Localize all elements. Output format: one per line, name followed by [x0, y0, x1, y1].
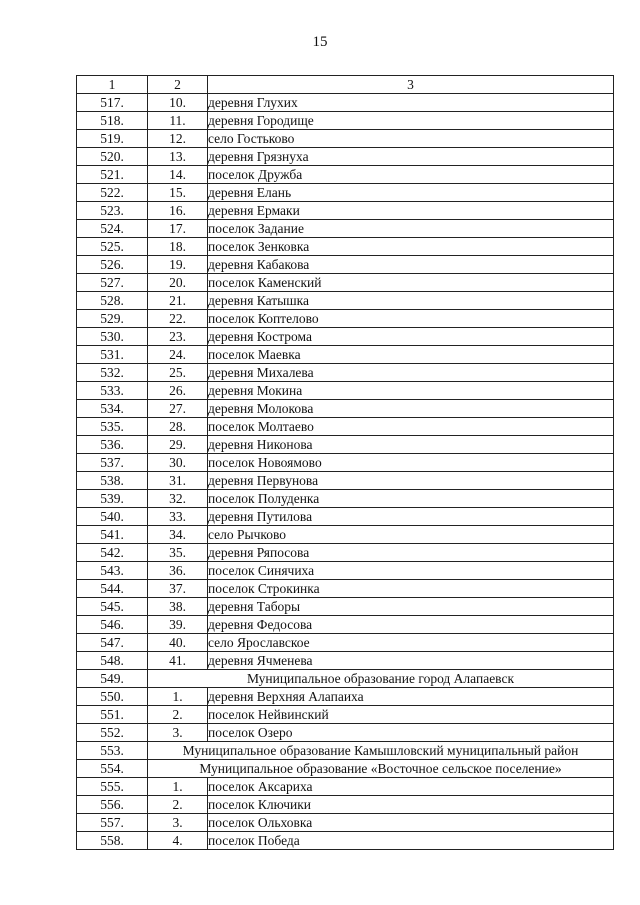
- row-number-cell: 521.: [77, 166, 148, 184]
- local-number-cell: 36.: [148, 562, 208, 580]
- table-row: [77, 832, 614, 850]
- group-heading-cell: Муниципальное образование «Восточное сельское поселение»: [148, 760, 614, 778]
- row-number-cell: 534.: [77, 400, 148, 418]
- table-row: [77, 418, 614, 436]
- group-heading-cell: Муниципальное образование Камышловский муниципальный район: [148, 742, 614, 760]
- row-number-cell: 524.: [77, 220, 148, 238]
- row-number-cell: 530.: [77, 328, 148, 346]
- settlement-name-cell: поселок Ключики: [208, 796, 614, 814]
- settlement-name-cell: деревня Мокина: [208, 382, 614, 400]
- settlement-name-cell: деревня Елань: [208, 184, 614, 202]
- local-number-cell: 40.: [148, 634, 208, 652]
- local-number-cell: 12.: [148, 130, 208, 148]
- row-number-cell: 538.: [77, 472, 148, 490]
- local-number-cell: 27.: [148, 400, 208, 418]
- local-number-cell: 33.: [148, 508, 208, 526]
- row-number-cell: 554.: [77, 760, 148, 778]
- local-number-cell: 34.: [148, 526, 208, 544]
- local-number-cell: 3.: [148, 724, 208, 742]
- table-row: [77, 382, 614, 400]
- table-row: [77, 184, 614, 202]
- settlement-name-cell: деревня Верхняя Алапаиха: [208, 688, 614, 706]
- table-row: [77, 292, 614, 310]
- settlement-name-cell: поселок Зенковка: [208, 238, 614, 256]
- table-row: [77, 310, 614, 328]
- table-row: [77, 562, 614, 580]
- settlement-name-cell: деревня Городище: [208, 112, 614, 130]
- table-row: [77, 130, 614, 148]
- local-number-cell: 3.: [148, 814, 208, 832]
- table-row: [77, 454, 614, 472]
- table-row: [77, 796, 614, 814]
- local-number-cell: 10.: [148, 94, 208, 112]
- local-number-cell: 24.: [148, 346, 208, 364]
- table-row: [77, 724, 614, 742]
- local-number-cell: 19.: [148, 256, 208, 274]
- row-number-cell: 535.: [77, 418, 148, 436]
- local-number-cell: 2.: [148, 796, 208, 814]
- settlement-name-cell: деревня Кабакова: [208, 256, 614, 274]
- local-number-cell: 22.: [148, 310, 208, 328]
- table-row: [77, 346, 614, 364]
- table-group-row: [77, 742, 614, 760]
- local-number-cell: 21.: [148, 292, 208, 310]
- row-number-cell: 523.: [77, 202, 148, 220]
- table-row: [77, 472, 614, 490]
- table-row: [77, 598, 614, 616]
- row-number-cell: 540.: [77, 508, 148, 526]
- row-number-cell: 522.: [77, 184, 148, 202]
- settlement-name-cell: поселок Коптелово: [208, 310, 614, 328]
- settlement-name-cell: деревня Грязнуха: [208, 148, 614, 166]
- row-number-cell: 550.: [77, 688, 148, 706]
- local-number-cell: 37.: [148, 580, 208, 598]
- row-number-cell: 537.: [77, 454, 148, 472]
- local-number-cell: 20.: [148, 274, 208, 292]
- row-number-cell: 548.: [77, 652, 148, 670]
- table-row: [77, 814, 614, 832]
- row-number-cell: 520.: [77, 148, 148, 166]
- local-number-cell: 32.: [148, 490, 208, 508]
- row-number-cell: 532.: [77, 364, 148, 382]
- table-row: [77, 688, 614, 706]
- settlement-name-cell: деревня Ячменева: [208, 652, 614, 670]
- local-number-cell: 39.: [148, 616, 208, 634]
- local-number-cell: 16.: [148, 202, 208, 220]
- settlement-name-cell: поселок Новоямово: [208, 454, 614, 472]
- table-row: [77, 256, 614, 274]
- settlement-name-cell: поселок Аксариха: [208, 778, 614, 796]
- row-number-cell: 541.: [77, 526, 148, 544]
- row-number-cell: 546.: [77, 616, 148, 634]
- settlement-name-cell: деревня Катышка: [208, 292, 614, 310]
- settlement-name-cell: поселок Задание: [208, 220, 614, 238]
- column-header: 1: [77, 76, 148, 94]
- table-row: [77, 148, 614, 166]
- row-number-cell: 536.: [77, 436, 148, 454]
- row-number-cell: 519.: [77, 130, 148, 148]
- row-number-cell: 528.: [77, 292, 148, 310]
- settlement-name-cell: деревня Молокова: [208, 400, 614, 418]
- table-row: [77, 220, 614, 238]
- table-row: [77, 778, 614, 796]
- table-row: [77, 274, 614, 292]
- row-number-cell: 558.: [77, 832, 148, 850]
- local-number-cell: 25.: [148, 364, 208, 382]
- settlement-name-cell: деревня Путилова: [208, 508, 614, 526]
- row-number-cell: 518.: [77, 112, 148, 130]
- settlement-name-cell: поселок Победа: [208, 832, 614, 850]
- table-row: [77, 364, 614, 382]
- row-number-cell: 517.: [77, 94, 148, 112]
- table-header-row: [77, 76, 614, 94]
- settlements-table: [76, 75, 614, 850]
- settlement-name-cell: поселок Строкинка: [208, 580, 614, 598]
- local-number-cell: 18.: [148, 238, 208, 256]
- table-group-row: [77, 760, 614, 778]
- settlement-name-cell: деревня Первунова: [208, 472, 614, 490]
- table-row: [77, 400, 614, 418]
- settlement-name-cell: поселок Ольховка: [208, 814, 614, 832]
- local-number-cell: 26.: [148, 382, 208, 400]
- table-row: [77, 706, 614, 724]
- table-row: [77, 634, 614, 652]
- table-row: [77, 202, 614, 220]
- table-row: [77, 328, 614, 346]
- settlement-name-cell: поселок Озеро: [208, 724, 614, 742]
- page-number: 15: [312, 34, 328, 50]
- row-number-cell: 525.: [77, 238, 148, 256]
- row-number-cell: 529.: [77, 310, 148, 328]
- local-number-cell: 13.: [148, 148, 208, 166]
- settlement-name-cell: поселок Синячиха: [208, 562, 614, 580]
- row-number-cell: 527.: [77, 274, 148, 292]
- local-number-cell: 29.: [148, 436, 208, 454]
- row-number-cell: 544.: [77, 580, 148, 598]
- settlement-name-cell: поселок Нейвинский: [208, 706, 614, 724]
- table-row: [77, 544, 614, 562]
- table-row: [77, 616, 614, 634]
- settlement-name-cell: деревня Глухих: [208, 94, 614, 112]
- row-number-cell: 552.: [77, 724, 148, 742]
- row-number-cell: 557.: [77, 814, 148, 832]
- settlement-name-cell: деревня Таборы: [208, 598, 614, 616]
- table-group-row: [77, 670, 614, 688]
- settlement-name-cell: село Ярославское: [208, 634, 614, 652]
- table-row: [77, 580, 614, 598]
- row-number-cell: 545.: [77, 598, 148, 616]
- table-row: [77, 436, 614, 454]
- local-number-cell: 31.: [148, 472, 208, 490]
- settlement-name-cell: деревня Михалева: [208, 364, 614, 382]
- local-number-cell: 15.: [148, 184, 208, 202]
- settlement-name-cell: поселок Молтаево: [208, 418, 614, 436]
- table-row: [77, 112, 614, 130]
- settlement-name-cell: поселок Маевка: [208, 346, 614, 364]
- row-number-cell: 551.: [77, 706, 148, 724]
- row-number-cell: 553.: [77, 742, 148, 760]
- settlement-name-cell: село Гостьково: [208, 130, 614, 148]
- settlement-name-cell: село Рычково: [208, 526, 614, 544]
- settlement-name-cell: деревня Ермаки: [208, 202, 614, 220]
- row-number-cell: 526.: [77, 256, 148, 274]
- local-number-cell: 30.: [148, 454, 208, 472]
- local-number-cell: 41.: [148, 652, 208, 670]
- local-number-cell: 17.: [148, 220, 208, 238]
- row-number-cell: 539.: [77, 490, 148, 508]
- local-number-cell: 28.: [148, 418, 208, 436]
- table-row: [77, 166, 614, 184]
- local-number-cell: 11.: [148, 112, 208, 130]
- row-number-cell: 556.: [77, 796, 148, 814]
- local-number-cell: 4.: [148, 832, 208, 850]
- local-number-cell: 23.: [148, 328, 208, 346]
- settlement-name-cell: деревня Ряпосова: [208, 544, 614, 562]
- local-number-cell: 38.: [148, 598, 208, 616]
- local-number-cell: 14.: [148, 166, 208, 184]
- local-number-cell: 1.: [148, 688, 208, 706]
- column-header: 2: [148, 76, 208, 94]
- settlement-name-cell: поселок Полуденка: [208, 490, 614, 508]
- table-row: [77, 490, 614, 508]
- local-number-cell: 2.: [148, 706, 208, 724]
- table-row: [77, 238, 614, 256]
- row-number-cell: 555.: [77, 778, 148, 796]
- table-row: [77, 526, 614, 544]
- settlement-name-cell: деревня Кострома: [208, 328, 614, 346]
- column-header: 3: [208, 76, 614, 94]
- row-number-cell: 549.: [77, 670, 148, 688]
- row-number-cell: 533.: [77, 382, 148, 400]
- table-row: [77, 508, 614, 526]
- settlement-name-cell: поселок Каменский: [208, 274, 614, 292]
- table-row: [77, 94, 614, 112]
- row-number-cell: 547.: [77, 634, 148, 652]
- row-number-cell: 531.: [77, 346, 148, 364]
- local-number-cell: 35.: [148, 544, 208, 562]
- group-heading-cell: Муниципальное образование город Алапаевск: [148, 670, 614, 688]
- settlement-name-cell: деревня Федосова: [208, 616, 614, 634]
- table-row: [77, 652, 614, 670]
- local-number-cell: 1.: [148, 778, 208, 796]
- row-number-cell: 543.: [77, 562, 148, 580]
- row-number-cell: 542.: [77, 544, 148, 562]
- settlement-name-cell: деревня Никонова: [208, 436, 614, 454]
- settlement-name-cell: поселок Дружба: [208, 166, 614, 184]
